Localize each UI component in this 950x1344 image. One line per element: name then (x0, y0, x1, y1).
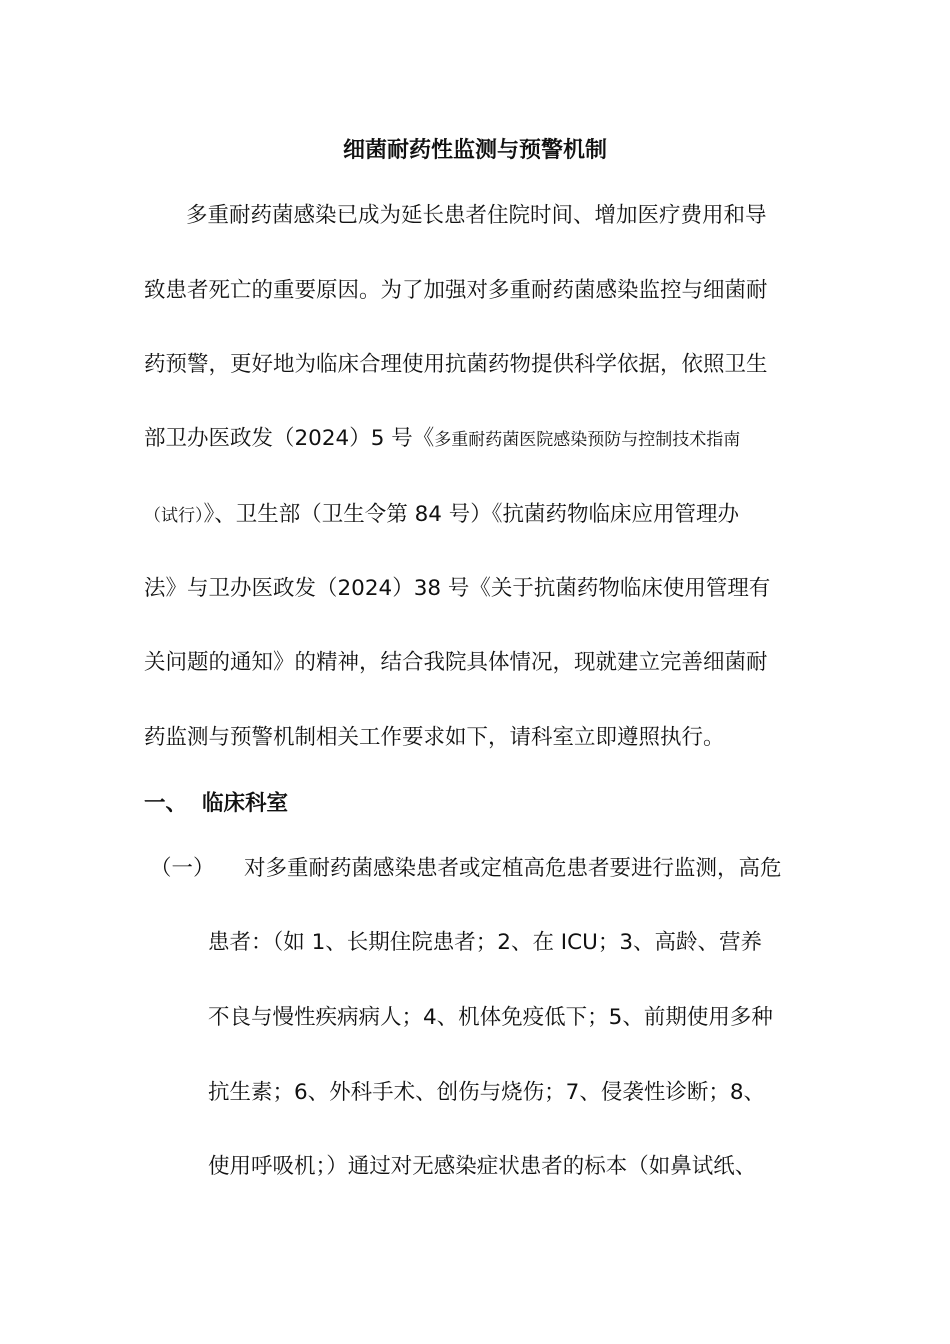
intro-line-7: 关问题的通知》的精神，结合我院具体情况，现就建立完善细菌耐 (144, 650, 768, 675)
item-1-line-2: 患者：（如 1、长期住院患者；2、在 ICU；3、高龄、营养 (208, 930, 763, 955)
section-1-number: 一、 (144, 791, 188, 816)
item-1-line-4: 抗生素；6、外科手术、创伤与烧伤；7、侵袭性诊断；8、 (208, 1080, 766, 1105)
item-1-marker: （一） (150, 856, 215, 881)
intro-line-5 (144, 500, 739, 531)
item-1-line-3: 不良与慢性疾病病人；4、机体免疫低下；5、前期使用多种 (208, 1005, 773, 1030)
intro-line-5-trial: （试行） (144, 506, 204, 526)
intro-line-8: 药监测与预警机制相关工作要求如下，请科室立即遵照执行。 (144, 725, 725, 750)
intro-line-3: 药预警，更好地为临床合理使用抗菌药物提供科学依据，依照卫生 (144, 352, 768, 377)
intro-line-4 (144, 424, 740, 455)
intro-line-4-guideline: 多重耐药菌医院感染预防与控制技术指南 (434, 430, 741, 450)
item-1-line-1: 对多重耐药菌感染患者或定植高危患者要进行监测，高危 (244, 856, 782, 881)
intro-line-4-main: 部卫办医政发（2024）5 号《 (144, 426, 435, 451)
intro-line-5-main: 》、卫生部（卫生令第 84 号）《抗菌药物临床应用管理办 (203, 502, 740, 527)
item-1-line-5: 使用呼吸机；）通过对无感染症状患者的标本（如鼻试纸、 (208, 1154, 757, 1179)
document-title: 细菌耐药性监测与预警机制 (342, 138, 607, 163)
intro-line-2: 致患者死亡的重要原因。为了加强对多重耐药菌感染监控与细菌耐 (144, 278, 768, 303)
intro-line-1: 多重耐药菌感染已成为延长患者住院时间、增加医疗费用和导 (186, 203, 767, 228)
section-1-title: 临床科室 (202, 791, 289, 816)
intro-line-6: 法》与卫办医政发（2024）38 号《关于抗菌药物临床使用管理有 (144, 576, 771, 601)
